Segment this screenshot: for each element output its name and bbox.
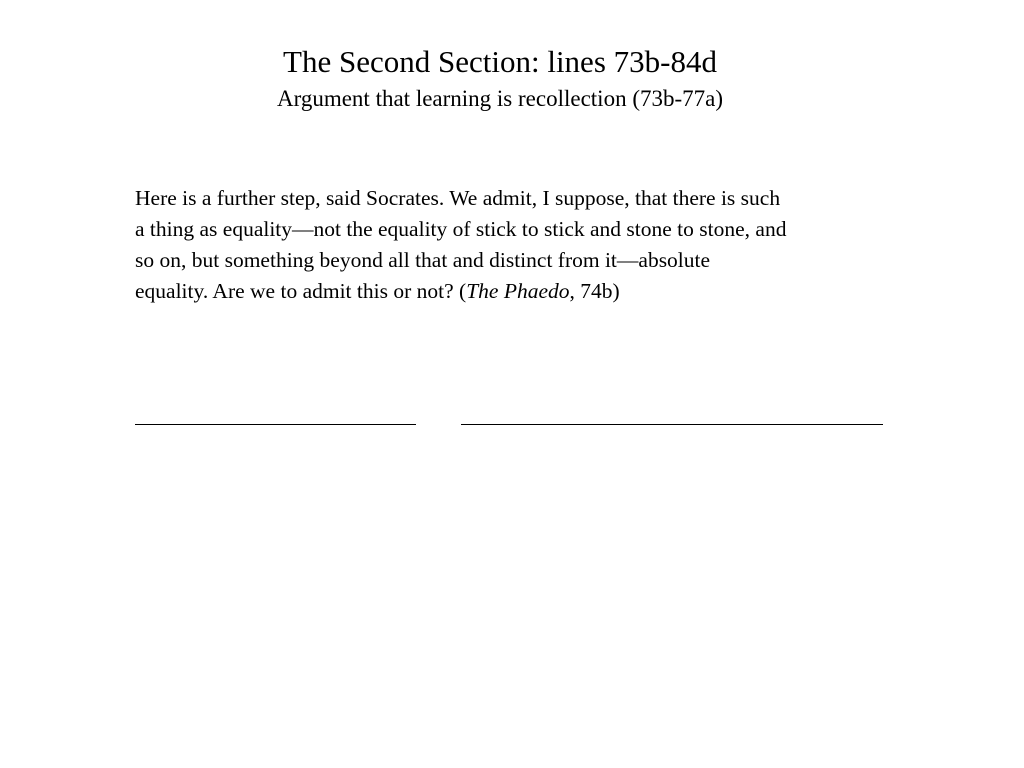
quotation-line: a thing as equality—not the equality of stick to stick and stone to stone, and: [135, 217, 787, 241]
quotation-line: so on, but something beyond all that and distinct from it—absolute: [135, 248, 711, 272]
quotation-line-text: equality. Are we to admit this or not? (: [135, 279, 467, 303]
citation-work-title: The Phaedo: [466, 279, 570, 303]
quotation-paragraph: [135, 183, 925, 307]
answer-blank-left: [135, 424, 416, 425]
quotation-last-line: [135, 276, 925, 307]
citation-reference: , 74b): [569, 279, 620, 303]
quotation-line: Here is a further step, said Socrates. We admit, I suppose, that there is such: [135, 186, 781, 210]
slide-title: The Second Section: lines 73b-84d: [283, 44, 717, 79]
answer-blank-right: [461, 424, 883, 425]
slide-subtitle: Argument that learning is recollection (73b-77a): [276, 86, 724, 111]
